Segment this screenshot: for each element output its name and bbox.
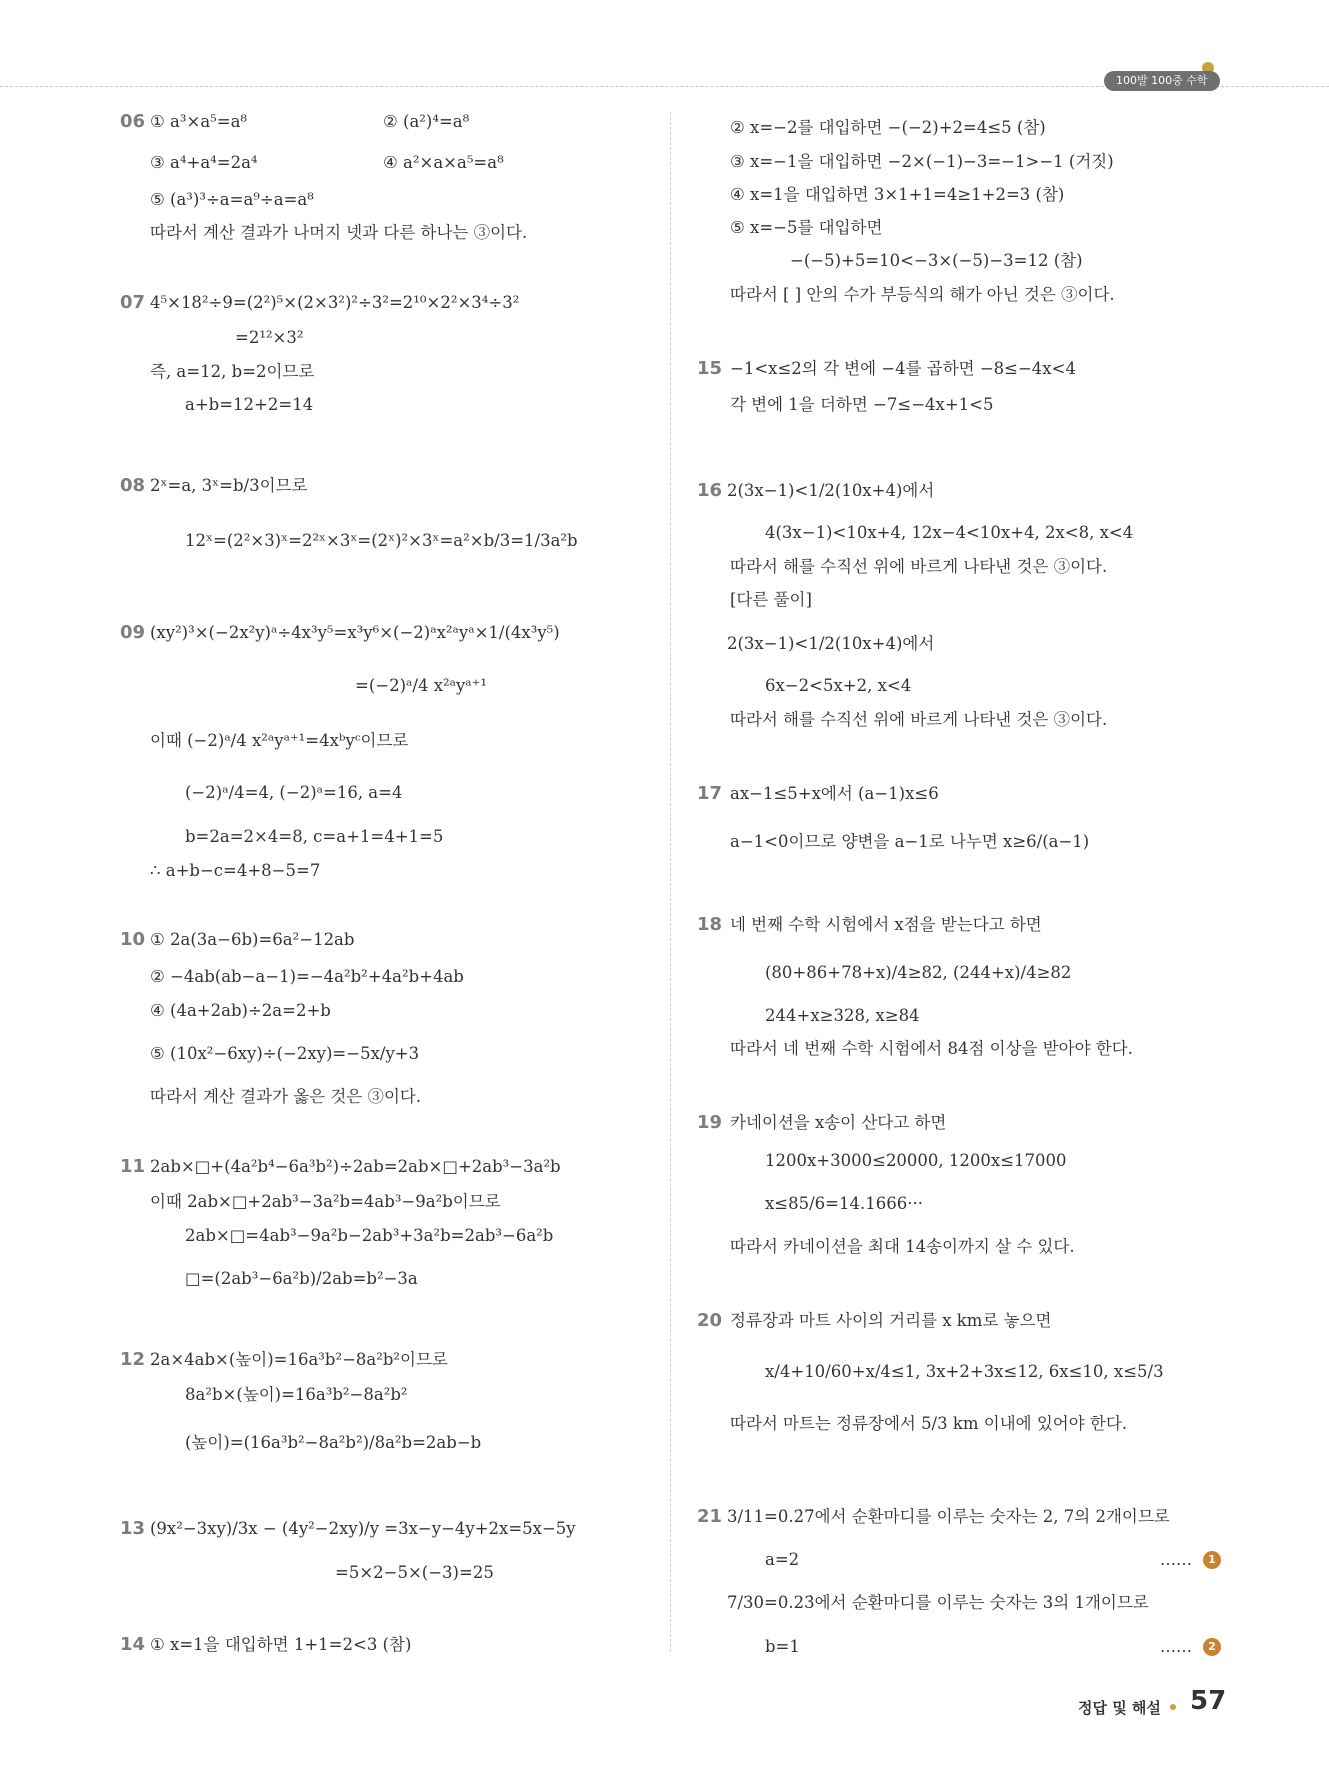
score-marker-1: 1 (1203, 1551, 1221, 1569)
page-number: 57 (1190, 1686, 1227, 1716)
solution-line: 이때 2ab×□+2ab³−3a²b=4ab³−9a²b이므로 (150, 1192, 501, 1211)
column-divider (670, 112, 671, 1652)
solution-line: 따라서 카네이션을 최대 14송이까지 살 수 있다. (730, 1237, 1075, 1256)
footer-dot (1170, 1704, 1176, 1710)
solution-line: 정류장과 마트 사이의 거리를 x km로 놓으면 (730, 1311, 1052, 1330)
problem-number: 12 (120, 1349, 146, 1370)
solution-line: ① x=1을 대입하면 1+1=2<3 (참) (150, 1635, 412, 1654)
problem-number: 09 (120, 622, 146, 643)
solution-line: b=1 (765, 1637, 800, 1656)
solution-line: x/4+10/60+x/4≤1, 3x+2+3x≤12, 6x≤10, x≤5/3 (765, 1362, 1164, 1381)
solution-line: 2ab×□+(4a²b⁴−6a³b²)÷2ab=2ab×□+2ab³−3a²b (150, 1157, 561, 1176)
solution-line: ∴ a+b−c=4+8−5=7 (150, 861, 321, 880)
problem-number: 21 (697, 1506, 723, 1527)
solution-line: 따라서 해를 수직선 위에 바르게 나타낸 것은 ③이다. (730, 557, 1108, 576)
problem-number: 13 (120, 1518, 146, 1539)
score-marker-2: 2 (1203, 1638, 1221, 1656)
solution-line: 3/11=0.2̇7̇에서 순환마디를 이루는 숫자는 2, 7의 2개이므로 (727, 1507, 1170, 1526)
problem-number: 15 (697, 358, 723, 379)
solution-line: ⑤ x=−5를 대입하면 (730, 218, 883, 237)
solution-line: 즉, a=12, b=2이므로 (150, 362, 315, 381)
problem-number: 10 (120, 929, 146, 950)
problem-number: 08 (120, 475, 146, 496)
solution-line: 2ˣ=a, 3ˣ=b/3이므로 (150, 476, 308, 495)
problem-number: 17 (697, 783, 723, 804)
problem-number: 14 (120, 1634, 146, 1655)
problem-number: 07 (120, 292, 146, 313)
solution-line: =2¹²×3² (235, 328, 304, 347)
solution-line: (−2)ᵃ/4=4, (−2)ᵃ=16, a=4 (185, 783, 403, 802)
solution-line: □=(2ab³−6a²b)/2ab=b²−3a (185, 1269, 418, 1288)
solution-line: 4(3x−1)<10x+4, 12x−4<10x+4, 2x<8, x<4 (765, 523, 1134, 542)
solution-line: ④ (4a+2ab)÷2a=2+b (150, 1001, 331, 1020)
solution-line: 따라서 계산 결과가 나머지 넷과 다른 하나는 ③이다. (150, 223, 528, 242)
solution-line: ④ x=1을 대입하면 3×1+1=4≥1+2=3 (참) (730, 185, 1065, 204)
solution-line: a+b=12+2=14 (185, 395, 314, 414)
solution-line: 2(3x−1)<1/2(10x+4)에서 (727, 634, 935, 653)
solution-line: −1<x≤2의 각 변에 −4를 곱하면 −8≤−4x<4 (730, 359, 1076, 378)
score-dots: …… (1160, 1550, 1192, 1569)
solution-line: a=2 (765, 1550, 800, 1569)
solution-line: 244+x≥328, x≥84 (765, 1006, 920, 1025)
solution-line: 8a²b×(높이)=16a³b²−8a²b² (185, 1385, 408, 1404)
solution-line: ① a³×a⁵=a⁸ (150, 112, 248, 131)
score-dots: …… (1160, 1637, 1192, 1656)
solution-line: ⑤ (a³)³÷a=a⁹÷a=a⁸ (150, 190, 314, 209)
solution-line: (80+86+78+x)/4≥82, (244+x)/4≥82 (765, 963, 1072, 982)
solution-line: b=2a=2×4=8, c=a+1=4+1=5 (185, 827, 444, 846)
problem-number: 11 (120, 1156, 146, 1177)
footer-label: 정답 및 해설 (1078, 1699, 1161, 1717)
solution-line: a−1<0이므로 양변을 a−1로 나누면 x≥6/(a−1) (730, 832, 1090, 851)
solution-line: 6x−2<5x+2, x<4 (765, 676, 912, 695)
solution-line: 따라서 해를 수직선 위에 바르게 나타낸 것은 ③이다. (730, 710, 1108, 729)
problem-number: 18 (697, 914, 723, 935)
solution-line: 이때 (−2)ᵃ/4 x²ᵃyᵃ⁺¹=4xᵇyᶜ이므로 (150, 731, 409, 750)
solution-line: (xy²)³×(−2x²y)ᵃ÷4x³y⁵=x³y⁶×(−2)ᵃx²ᵃyᵃ×1/(4x³y⁵) (150, 623, 560, 642)
problem-number: 16 (697, 480, 723, 501)
problem-number: 20 (697, 1310, 723, 1331)
solution-line: ④ a²×a×a⁵=a⁸ (383, 153, 504, 172)
solution-line: ② −4ab(ab−a−1)=−4a²b²+4a²b+4ab (150, 967, 464, 986)
solution-line: 1200x+3000≤20000, 1200x≤17000 (765, 1151, 1067, 1170)
header-badge: 100발 100중 수학 (1104, 71, 1220, 91)
solution-line: ③ x=−1을 대입하면 −2×(−1)−3=−1>−1 (거짓) (730, 152, 1114, 171)
solution-line: ③ a⁴+a⁴=2a⁴ (150, 153, 258, 172)
solution-line: 2(3x−1)<1/2(10x+4)에서 (727, 481, 935, 500)
solution-line: ② x=−2를 대입하면 −(−2)+2=4≤5 (참) (730, 118, 1046, 137)
solution-line: 12ˣ=(2²×3)ˣ=2²ˣ×3ˣ=(2ˣ)²×3ˣ=a²×b/3=1/3a²b (185, 531, 578, 550)
solution-line: 2ab×□=4ab³−9a²b−2ab³+3a²b=2ab³−6a²b (185, 1226, 554, 1245)
solution-line: (높이)=(16a³b²−8a²b²)/8a²b=2ab−b (185, 1433, 482, 1452)
solution-line: 따라서 네 번째 수학 시험에서 84점 이상을 받아야 한다. (730, 1039, 1133, 1058)
solution-line: 따라서 마트는 정류장에서 5/3 km 이내에 있어야 한다. (730, 1414, 1127, 1433)
solution-line: 네 번째 수학 시험에서 x점을 받는다고 하면 (730, 915, 1042, 934)
solution-line: 각 변에 1을 더하면 −7≤−4x+1<5 (730, 395, 994, 414)
solution-line: 7/30=0.23̇에서 순환마디를 이루는 숫자는 3의 1개이므로 (727, 1593, 1149, 1612)
solution-line: 카네이션을 x송이 산다고 하면 (730, 1113, 947, 1132)
solution-line: 2a×4ab×(높이)=16a³b²−8a²b²이므로 (150, 1350, 448, 1369)
solution-line: (9x²−3xy)/3x − (4y²−2xy)/y =3x−y−4y+2x=5x−5y (150, 1519, 576, 1538)
problem-number: 19 (697, 1112, 723, 1133)
solution-line: 따라서 [ ] 안의 수가 부등식의 해가 아닌 것은 ③이다. (730, 285, 1115, 304)
solution-line: 따라서 계산 결과가 옳은 것은 ③이다. (150, 1087, 422, 1106)
solution-line: ② (a²)⁴=a⁸ (383, 112, 470, 131)
solution-line: ⑤ (10x²−6xy)÷(−2xy)=−5x/y+3 (150, 1044, 420, 1063)
solution-line: −(−5)+5=10<−3×(−5)−3=12 (참) (790, 251, 1083, 270)
solution-line: =5×2−5×(−3)=25 (335, 1563, 494, 1582)
solution-line: =(−2)ᵃ/4 x²ᵃyᵃ⁺¹ (355, 676, 487, 695)
solution-line: x≤85/6=14.1666··· (765, 1194, 923, 1213)
solution-line: 4⁵×18²÷9=(2²)⁵×(2×3²)²÷3²=2¹⁰×2²×3⁴÷3² (150, 293, 520, 312)
solution-line: [다른 풀이] (730, 590, 812, 609)
problem-number: 06 (120, 111, 146, 132)
solution-line: ax−1≤5+x에서 (a−1)x≤6 (730, 784, 939, 803)
solution-line: ① 2a(3a−6b)=6a²−12ab (150, 930, 355, 949)
